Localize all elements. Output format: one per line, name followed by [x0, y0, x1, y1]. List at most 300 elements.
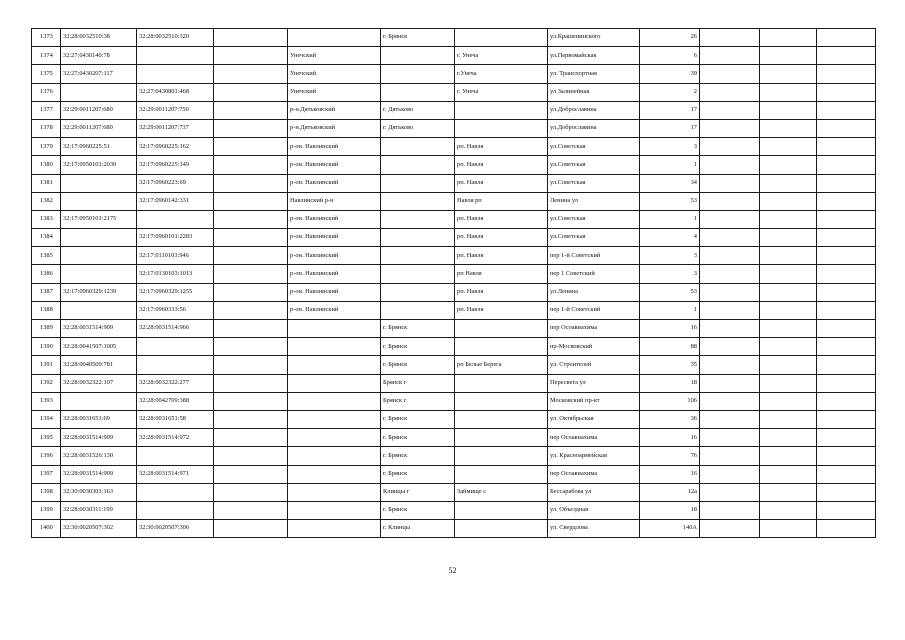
cell-city: [381, 210, 455, 228]
cell-extra-column-2: [760, 247, 817, 265]
cell-extra-column-1: [700, 465, 760, 483]
cell-blank-column: [214, 119, 288, 137]
cell-cadastral-number: [61, 265, 137, 283]
cell-extra-column-1: [700, 301, 760, 319]
cell-extra-column-2: [760, 210, 817, 228]
table-row: [32, 429, 876, 447]
table-row: [32, 83, 876, 101]
cell-district: [288, 320, 381, 338]
cell-parcel-cadastral-number: 32:30:0020507:306: [137, 520, 214, 538]
cell-extra-column-2: [760, 119, 817, 137]
cell-cadastral-number: 32:30:0030301:163: [61, 483, 137, 501]
cell-house-number: 34: [640, 174, 700, 192]
cell-settlement: [455, 520, 548, 538]
cell-settlement: [455, 392, 548, 410]
cell-city: [381, 229, 455, 247]
cell-city: г. Брянск: [381, 410, 455, 428]
cell-city: г. Брянск: [381, 447, 455, 465]
cell-city: [381, 156, 455, 174]
page-number: 52: [448, 566, 457, 575]
cell-extra-column-2: [760, 320, 817, 338]
cell-cadastral-number: 32:27:0430140:78: [61, 47, 137, 65]
cell-cadastral-number: [61, 192, 137, 210]
cell-house-number: 88: [640, 338, 700, 356]
cell-settlement: г.Унеча: [455, 65, 548, 83]
cell-cadastral-number: [61, 301, 137, 319]
cell-extra-column-1: [700, 429, 760, 447]
cell-district: Унечский: [288, 47, 381, 65]
table-row: [32, 320, 876, 338]
cell-district: [288, 520, 381, 538]
cell-district: [288, 410, 381, 428]
cell-district: р-он. Навлинский: [288, 174, 381, 192]
cell-settlement: рп. Навля: [455, 210, 548, 228]
cell-extra-column-1: [700, 247, 760, 265]
cell-parcel-cadastral-number: [137, 447, 214, 465]
cell-city: Брянск г: [381, 374, 455, 392]
cell-blank-column: [214, 301, 288, 319]
cell-street: ул.Советская: [548, 174, 640, 192]
cell-cadastral-number: 32:27:0430207:117: [61, 65, 137, 83]
cell-extra-column-1: [700, 356, 760, 374]
cell-street: ул.Советская: [548, 156, 640, 174]
cell-house-number: 3: [640, 247, 700, 265]
cell-settlement: рп Навля: [455, 265, 548, 283]
cell-parcel-cadastral-number: [137, 483, 214, 501]
cell-street: ул.Советская: [548, 229, 640, 247]
cell-cadastral-number: 32:28:0031526:130: [61, 447, 137, 465]
cell-extra-column-1: [700, 192, 760, 210]
cell-extra-column-2: [760, 174, 817, 192]
cell-parcel-cadastral-number: [137, 338, 214, 356]
cell-house-number: 1: [640, 210, 700, 228]
cell-extra-column-2: [760, 156, 817, 174]
cell-row-index: 1386: [32, 265, 61, 283]
cell-extra-column-2: [760, 483, 817, 501]
cell-settlement: [455, 501, 548, 519]
cell-house-number: 18: [640, 374, 700, 392]
cell-house-number: 6: [640, 47, 700, 65]
cell-extra-column-2: [760, 465, 817, 483]
cell-city: г. Брянск: [381, 338, 455, 356]
cell-extra-column-2: [760, 29, 817, 47]
table-row: [32, 29, 876, 47]
cell-cadastral-number: 32:28:0030311:199: [61, 501, 137, 519]
table-row: [32, 283, 876, 301]
cell-cadastral-number: 32:29:0011207:680: [61, 101, 137, 119]
cell-city: г. Брянск: [381, 465, 455, 483]
cell-extra-column-3: [817, 210, 876, 228]
cell-extra-column-3: [817, 156, 876, 174]
cell-extra-column-3: [817, 265, 876, 283]
cell-row-index: 1381: [32, 174, 61, 192]
cell-extra-column-3: [817, 119, 876, 137]
cell-district: [288, 447, 381, 465]
table-row: [32, 410, 876, 428]
cell-cadastral-number: 32:28:0032322:107: [61, 374, 137, 392]
cell-extra-column-3: [817, 174, 876, 192]
cell-street: ул.Доброславина: [548, 119, 640, 137]
table-row: [32, 465, 876, 483]
cell-extra-column-1: [700, 501, 760, 519]
cell-house-number: 17: [640, 101, 700, 119]
cell-extra-column-1: [700, 483, 760, 501]
cell-house-number: 1: [640, 301, 700, 319]
cell-row-index: 1385: [32, 247, 61, 265]
cell-settlement: [455, 101, 548, 119]
table-row: [32, 356, 876, 374]
cell-street: пер Осоавиахима: [548, 320, 640, 338]
cell-extra-column-2: [760, 229, 817, 247]
cell-row-index: 1392: [32, 374, 61, 392]
cell-parcel-cadastral-number: [137, 47, 214, 65]
cell-street: ул. Транспортная: [548, 65, 640, 83]
cell-street: Ленина ул: [548, 192, 640, 210]
cell-extra-column-1: [700, 265, 760, 283]
cell-cadastral-number: [61, 83, 137, 101]
cell-district: р-он. Навлинский: [288, 301, 381, 319]
cell-district: р-н.Дятьковский: [288, 101, 381, 119]
cell-extra-column-1: [700, 392, 760, 410]
cell-extra-column-1: [700, 229, 760, 247]
cell-street: пер 1-й Советский: [548, 247, 640, 265]
cell-extra-column-3: [817, 229, 876, 247]
cell-extra-column-3: [817, 374, 876, 392]
cell-extra-column-2: [760, 283, 817, 301]
cell-extra-column-2: [760, 338, 817, 356]
cell-blank-column: [214, 210, 288, 228]
cell-district: р-он. Навлинский: [288, 283, 381, 301]
cell-extra-column-1: [700, 210, 760, 228]
cell-blank-column: [214, 65, 288, 83]
cell-extra-column-3: [817, 410, 876, 428]
cell-extra-column-3: [817, 447, 876, 465]
cell-city: г. Брянск: [381, 356, 455, 374]
cell-house-number: 3: [640, 265, 700, 283]
cell-street: ул.Советская: [548, 138, 640, 156]
cell-blank-column: [214, 138, 288, 156]
cell-extra-column-2: [760, 429, 817, 447]
cell-blank-column: [214, 447, 288, 465]
cell-settlement: рп. Навля: [455, 156, 548, 174]
cell-house-number: 39: [640, 65, 700, 83]
cell-city: г. Брянск: [381, 29, 455, 47]
cell-cadastral-number: 32:28:0031651:69: [61, 410, 137, 428]
cell-row-index: 1391: [32, 356, 61, 374]
cell-city: [381, 65, 455, 83]
cell-extra-column-3: [817, 192, 876, 210]
cell-extra-column-1: [700, 101, 760, 119]
cell-blank-column: [214, 320, 288, 338]
table-row: [32, 374, 876, 392]
cell-district: [288, 465, 381, 483]
cell-row-index: 1394: [32, 410, 61, 428]
cell-cadastral-number: 32:17:0960329:1239: [61, 283, 137, 301]
cell-settlement: рп. Навля: [455, 229, 548, 247]
cell-parcel-cadastral-number: 32:29:0011207:737: [137, 119, 214, 137]
cell-row-index: 1384: [32, 229, 61, 247]
cell-extra-column-3: [817, 65, 876, 83]
cell-blank-column: [214, 483, 288, 501]
cell-settlement: [455, 119, 548, 137]
cell-cadastral-number: 32:17:0950101:2030: [61, 156, 137, 174]
cell-street: ул. Свердлова: [548, 520, 640, 538]
cell-house-number: 140А: [640, 520, 700, 538]
cell-extra-column-1: [700, 65, 760, 83]
cell-settlement: [455, 410, 548, 428]
cell-district: Унечский: [288, 65, 381, 83]
cell-district: [288, 29, 381, 47]
cell-parcel-cadastral-number: 32:28:0042709:388: [137, 392, 214, 410]
cell-extra-column-1: [700, 283, 760, 301]
cell-city: [381, 301, 455, 319]
cell-extra-column-1: [700, 138, 760, 156]
table-row: [32, 265, 876, 283]
cell-cadastral-number: [61, 229, 137, 247]
cell-extra-column-3: [817, 101, 876, 119]
cell-parcel-cadastral-number: 32:17:0960142:331: [137, 192, 214, 210]
cell-cadastral-number: 32:28:0040509:781: [61, 356, 137, 374]
cell-row-index: 1393: [32, 392, 61, 410]
cell-parcel-cadastral-number: 32:28:0031514:971: [137, 465, 214, 483]
cell-parcel-cadastral-number: [137, 356, 214, 374]
cell-blank-column: [214, 229, 288, 247]
cell-parcel-cadastral-number: 32:17:0960329:1255: [137, 283, 214, 301]
cell-cadastral-number: 32:17:0960225:51: [61, 138, 137, 156]
cell-row-index: 1382: [32, 192, 61, 210]
cell-blank-column: [214, 101, 288, 119]
cell-extra-column-1: [700, 119, 760, 137]
cell-extra-column-3: [817, 483, 876, 501]
table-row: [32, 101, 876, 119]
cell-city: [381, 192, 455, 210]
cell-district: [288, 483, 381, 501]
cell-house-number: 17: [640, 119, 700, 137]
cell-settlement: рп. Навля: [455, 174, 548, 192]
cell-blank-column: [214, 392, 288, 410]
table-row: [32, 338, 876, 356]
cell-cadastral-number: 32:28:0041507:1005: [61, 338, 137, 356]
cell-settlement: [455, 429, 548, 447]
cell-extra-column-3: [817, 520, 876, 538]
cell-parcel-cadastral-number: 32:28:0031514:972: [137, 429, 214, 447]
cell-cadastral-number: 32:28:0031514:909: [61, 320, 137, 338]
cell-extra-column-1: [700, 29, 760, 47]
cell-settlement: рп. Навля: [455, 283, 548, 301]
cell-district: Унечский: [288, 83, 381, 101]
cell-settlement: [455, 374, 548, 392]
cell-city: г. Брянск: [381, 429, 455, 447]
cell-house-number: 16: [640, 429, 700, 447]
cell-blank-column: [214, 410, 288, 428]
cell-street: ул Залинейная: [548, 83, 640, 101]
cell-row-index: 1390: [32, 338, 61, 356]
cell-row-index: 1380: [32, 156, 61, 174]
table-row: [32, 301, 876, 319]
cell-house-number: 53: [640, 283, 700, 301]
cell-blank-column: [214, 356, 288, 374]
cell-row-index: 1373: [32, 29, 61, 47]
cell-city: [381, 265, 455, 283]
cell-cadastral-number: 32:17:0950101:2175: [61, 210, 137, 228]
cell-parcel-cadastral-number: 32:28:0031514:966: [137, 320, 214, 338]
cell-extra-column-1: [700, 156, 760, 174]
cell-street: Московский пр-кт: [548, 392, 640, 410]
cell-parcel-cadastral-number: 32:17:0130103:1013: [137, 265, 214, 283]
cell-city: [381, 138, 455, 156]
cell-parcel-cadastral-number: 32:17:0960223:69: [137, 174, 214, 192]
table-row: [32, 210, 876, 228]
cell-blank-column: [214, 156, 288, 174]
cell-district: [288, 429, 381, 447]
cell-street: ул.Ленина: [548, 283, 640, 301]
cell-house-number: 12а: [640, 483, 700, 501]
cell-row-index: 1378: [32, 119, 61, 137]
cell-blank-column: [214, 338, 288, 356]
cell-district: р-н.Дятьковский: [288, 119, 381, 137]
cell-row-index: 1375: [32, 65, 61, 83]
table-row: [32, 174, 876, 192]
cell-street: Пересвета ул: [548, 374, 640, 392]
cell-city: Клинцы г: [381, 483, 455, 501]
cell-parcel-cadastral-number: 32:28:0031651:58: [137, 410, 214, 428]
cell-district: р-он. Навлинский: [288, 138, 381, 156]
cell-parcel-cadastral-number: [137, 501, 214, 519]
cell-settlement: г. Унеча: [455, 83, 548, 101]
cell-extra-column-3: [817, 465, 876, 483]
cell-extra-column-3: [817, 320, 876, 338]
cell-house-number: 1: [640, 156, 700, 174]
cell-row-index: 1374: [32, 47, 61, 65]
cell-city: г. Дятьково: [381, 101, 455, 119]
cell-extra-column-3: [817, 47, 876, 65]
cell-street: пер 1-й Советский: [548, 301, 640, 319]
cell-district: р-он. Навлинский: [288, 156, 381, 174]
cell-row-index: 1376: [32, 83, 61, 101]
cell-house-number: 3: [640, 138, 700, 156]
cell-blank-column: [214, 29, 288, 47]
table-row: [32, 229, 876, 247]
cell-cadastral-number: 32:30:0020507:302: [61, 520, 137, 538]
cell-extra-column-2: [760, 447, 817, 465]
cell-city: [381, 247, 455, 265]
cell-parcel-cadastral-number: 32:28:0032510:320: [137, 29, 214, 47]
cell-city: Брянск г: [381, 392, 455, 410]
cell-district: [288, 392, 381, 410]
cell-street: ул.Доброславина: [548, 101, 640, 119]
cell-blank-column: [214, 374, 288, 392]
cell-city: г. Клинцы: [381, 520, 455, 538]
cell-house-number: 18: [640, 501, 700, 519]
cell-row-index: 1396: [32, 447, 61, 465]
cell-extra-column-2: [760, 410, 817, 428]
table-row: [32, 119, 876, 137]
cell-cadastral-number: [61, 392, 137, 410]
cell-district: [288, 338, 381, 356]
table-row: [32, 47, 876, 65]
cell-city: г. Брянск: [381, 501, 455, 519]
cell-blank-column: [214, 247, 288, 265]
cell-extra-column-3: [817, 338, 876, 356]
table-row: [32, 447, 876, 465]
cell-house-number: 16: [640, 465, 700, 483]
cell-blank-column: [214, 465, 288, 483]
cell-row-index: 1398: [32, 483, 61, 501]
cell-parcel-cadastral-number: 32:17:0960101:2283: [137, 229, 214, 247]
cell-house-number: 76: [640, 447, 700, 465]
cell-settlement: рп. Навля: [455, 301, 548, 319]
cell-parcel-cadastral-number: 32:29:0011207:750: [137, 101, 214, 119]
table-body: [32, 29, 876, 538]
cell-blank-column: [214, 429, 288, 447]
cell-extra-column-1: [700, 338, 760, 356]
cell-extra-column-3: [817, 301, 876, 319]
cell-row-index: 1379: [32, 138, 61, 156]
cell-cadastral-number: 32:28:0031514:909: [61, 429, 137, 447]
cell-street: ул.Крашенинского: [548, 29, 640, 47]
cell-row-index: 1377: [32, 101, 61, 119]
cell-district: [288, 374, 381, 392]
cell-extra-column-1: [700, 174, 760, 192]
cell-district: Навлинский р-н: [288, 192, 381, 210]
cell-district: р-он. Навлинский: [288, 210, 381, 228]
cell-street: пер Осоавиахима: [548, 465, 640, 483]
cell-parcel-cadastral-number: [137, 65, 214, 83]
table-row: [32, 138, 876, 156]
table-row: [32, 156, 876, 174]
table-row: [32, 520, 876, 538]
cell-settlement: Займище с: [455, 483, 548, 501]
cell-house-number: 35: [640, 356, 700, 374]
cell-blank-column: [214, 501, 288, 519]
cell-settlement: г. Унеча: [455, 47, 548, 65]
cell-extra-column-2: [760, 65, 817, 83]
cell-settlement: [455, 465, 548, 483]
cell-extra-column-3: [817, 283, 876, 301]
cell-cadastral-number: 32:28:0032510:38: [61, 29, 137, 47]
cell-district: р-он. Навлинский: [288, 247, 381, 265]
cell-blank-column: [214, 192, 288, 210]
table-row: [32, 192, 876, 210]
cell-row-index: 1397: [32, 465, 61, 483]
cell-extra-column-3: [817, 138, 876, 156]
cell-extra-column-3: [817, 501, 876, 519]
cell-cadastral-number: [61, 174, 137, 192]
cell-city: [381, 174, 455, 192]
cell-parcel-cadastral-number: 32:17:0960225:149: [137, 156, 214, 174]
cell-extra-column-2: [760, 520, 817, 538]
cell-blank-column: [214, 265, 288, 283]
cell-extra-column-2: [760, 501, 817, 519]
cell-extra-column-3: [817, 356, 876, 374]
table-row: [32, 501, 876, 519]
cell-extra-column-2: [760, 192, 817, 210]
cell-street: ул. Красноармейская: [548, 447, 640, 465]
cell-extra-column-2: [760, 265, 817, 283]
cell-street: пер 1 Советский: [548, 265, 640, 283]
cell-house-number: 36: [640, 410, 700, 428]
cell-extra-column-2: [760, 356, 817, 374]
cell-settlement: [455, 320, 548, 338]
cell-row-index: 1383: [32, 210, 61, 228]
records-table: [31, 28, 876, 538]
cell-blank-column: [214, 83, 288, 101]
cell-house-number: 2: [640, 83, 700, 101]
cell-street: Бессарабова ул: [548, 483, 640, 501]
cell-extra-column-3: [817, 247, 876, 265]
cell-extra-column-1: [700, 47, 760, 65]
cell-settlement: рп. Навля: [455, 247, 548, 265]
